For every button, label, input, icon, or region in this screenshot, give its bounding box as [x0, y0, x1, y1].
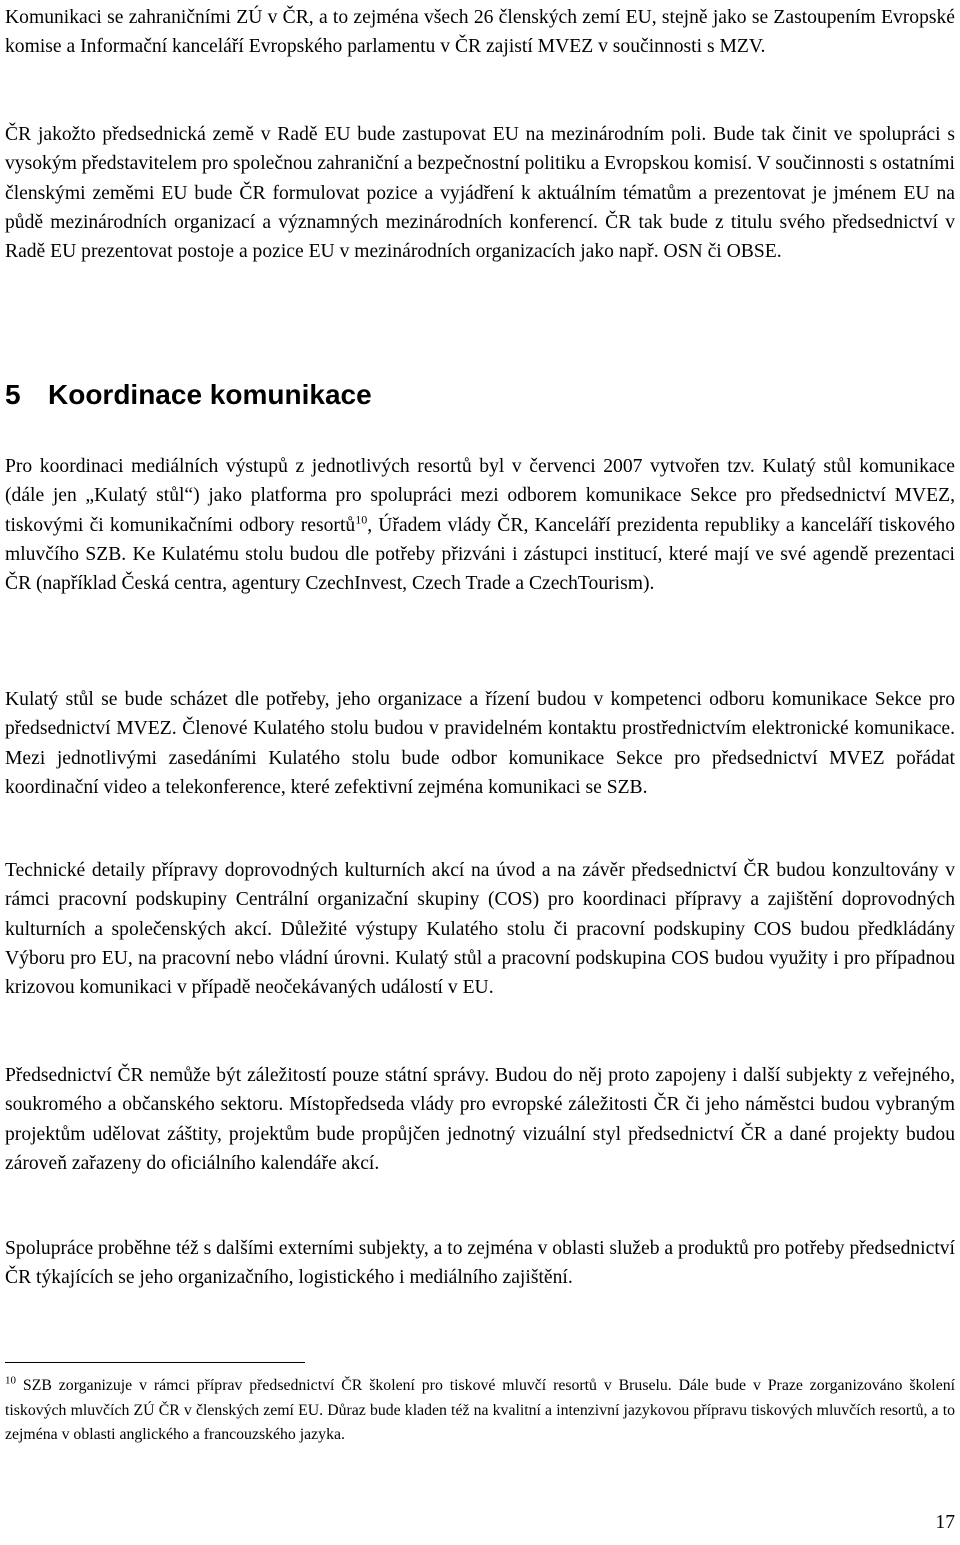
body-paragraph-external-cooperation: Spolupráce proběhne též s dalšími externími subjekty, a to zejména v oblasti služeb a produktů pro potřeby předsednictví ČR týkajících se jeho organizačního, logistického i mediálního zajištění. — [5, 1238, 955, 1289]
body-paragraph-eu-representation: ČR jakožto předsednická země v Radě EU bude zastupovat EU na mezinárodním poli. Bude tak činit ve spolupráci s vysokým představitelem pro společnou zahraniční a bezpečnostní politiku a Evropskou komisí. V součinnosti s ostatními členskými zeměmi EU bude ČR formulovat pozice a vyjádření k aktuálním tématům a prezentovat je jménem EU na půdě mezinárodních organizací a významných mezinárodních konferencí. ČR tak bude z titulu svého předsednictví v Radě EU prezentovat postoje a pozice EU v mezinárodních organizacích jako např. OSN či OBSE. — [5, 124, 955, 263]
section-number: 5 — [5, 379, 21, 410]
section-heading — [5, 377, 955, 413]
footnote-separator — [5, 1362, 305, 1363]
body-paragraph-other-subjects: Předsednictví ČR nemůže být záležitostí pouze státní správy. Budou do něj proto zapojeny i další subjekty z veřejného, soukromého a občanského sektoru. Místopředseda vlády pro evropské záležitosti ČR či jeho náměstci budou vybraným projektům udělovat záštity, projektům bude propůjčen jednotný vizuální styl předsednictví ČR a dané projekty budou zároveň zařazeny do oficiálního kalendáře akcí. — [5, 1065, 955, 1174]
footnote — [5, 1374, 955, 1448]
footnote-reference[interactable]: 10 — [355, 512, 368, 527]
footnote-text: SZB zorganizuje v rámci příprav předsednictví ČR školení pro tiskové mluvčí resortů v Bruselu. Dále bude v Praze zorganizováno školení tiskových mluvčích ZÚ ČR v členských zemí EU. Důraz bude kladen též na kvalitní a intenzivní jazykovou přípravu tiskových mluvčích resortů, a to zejména v oblasti anglického a francouzského jazyka. — [5, 1377, 955, 1443]
body-paragraph-round-table — [5, 452, 955, 598]
round-table-text-end: , Úřadem vlády ČR, Kanceláří prezidenta republiky a kanceláří tiskového mluvčího SZB. Ke Kulatému stolu budou dle potřeby přizváni i zástupci institucí, které mají ve své agendě prezentaci ČR (například Česká centra, agentury CzechInvest, Czech Trade a CzechTourism). — [5, 514, 956, 595]
body-paragraph-cultural-events: Technické detaily přípravy doprovodných kulturních akcí na úvod a na závěr předsednictví ČR budou konzultovány v rámci pracovní podskupiny Centrální organizační skupiny (COS) pro koordinaci přípravy a zajištění doprovodných kulturních a společenských akcí. Důležité výstupy Kulatého stolu či pracovní podskupiny COS budou předkládány Výboru pro EU, na pracovní nebo vládní úrovni. Kulatý stůl a pracovní podskupina COS budou využity i pro případnou krizovou komunikaci v případě neočekávaných událostí v EU. — [5, 860, 955, 999]
round-table-text-start: Pro koordinaci mediálních výstupů z jednotlivých resortů byl v červenci 2007 vytvořen tzv. Kulatý stůl komunikace (dále jen „Kulatý stůl“) jako platforma pro spolupráci mezi odborem komunikace Sekce pro předsednictví MVEZ, tiskovými či komunikačními odbory resortů — [5, 456, 955, 536]
footnote-marker: 10 — [5, 1374, 16, 1387]
body-paragraph-zu-communication: Komunikaci se zahraničními ZÚ v ČR, a to zejména všech 26 členských zemí EU, stejně jako se Zastoupením Evropské komise a Informační kanceláří Evropského parlamentu v ČR zajistí MVEZ v součinnosti s MZV. — [5, 7, 955, 58]
page-number: 17 — [935, 1512, 955, 1533]
body-paragraph-round-table-meetings: Kulatý stůl se bude scházet dle potřeby, jeho organizace a řízení budou v kompetenci odboru komunikace Sekce pro předsednictví MVEZ. Členové Kulatého stolu budou v pravidelném kontaktu prostřednictvím elektronické komunikace. Mezi jednotlivými zasedáními Kulatého stolu bude odbor komunikace Sekce pro předsednictví MVEZ pořádat koordinační video a telekonference, které zefektivní zejména komunikaci se SZB. — [5, 689, 955, 798]
section-title: Koordinace komunikace — [48, 379, 372, 410]
